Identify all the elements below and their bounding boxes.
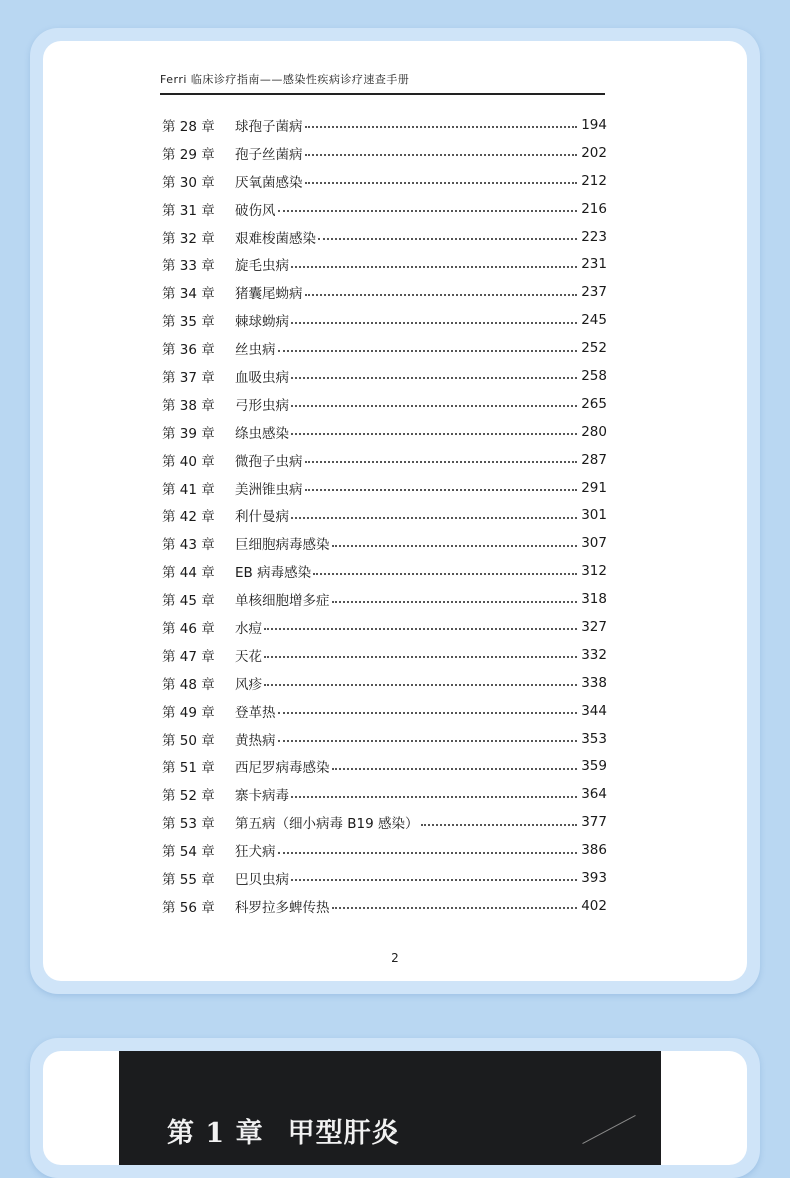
- toc-chapter-title: 美洲锥虫病: [235, 481, 303, 498]
- toc-chapter-number: 第 33 章: [162, 258, 215, 275]
- toc-dot-leader: [313, 572, 577, 575]
- toc-page-number: 318: [581, 591, 607, 608]
- toc-row: [162, 529, 607, 557]
- toc-row: [162, 306, 607, 334]
- toc-dot-leader: [291, 321, 577, 324]
- toc-chapter-title: 第五病（细小病毒 B19 感染）: [235, 816, 419, 833]
- toc-chapter-title: 黄热病: [235, 732, 276, 749]
- toc-page-number: 332: [581, 646, 607, 663]
- toc-row: [162, 808, 607, 836]
- toc-chapter-number: 第 40 章: [162, 453, 215, 470]
- toc-chapter-number: 第 37 章: [162, 369, 215, 386]
- toc-chapter-number: 第 49 章: [162, 704, 215, 721]
- toc-row: [162, 418, 607, 446]
- toc-page-number: 338: [581, 674, 607, 691]
- toc-row: [162, 557, 607, 585]
- page-number: 2: [391, 951, 399, 965]
- toc-chapter-title: 利什曼病: [235, 509, 289, 526]
- toc-page-number: 402: [581, 897, 607, 914]
- toc-page-number: 301: [581, 507, 607, 524]
- toc-chapter-number: 第 50 章: [162, 732, 215, 749]
- toc-chapter-title: 血吸虫病: [235, 369, 289, 386]
- toc-chapter-title: 旋毛虫病: [235, 258, 289, 275]
- toc-page-number: 231: [581, 256, 607, 273]
- toc-page-number: 237: [581, 284, 607, 301]
- toc-row: [162, 836, 607, 864]
- page-sheet-2: [43, 1051, 747, 1165]
- toc-row: [162, 725, 607, 753]
- toc-chapter-title: EB 病毒感染: [235, 565, 312, 582]
- toc-chapter-title: 狂犬病: [235, 844, 276, 861]
- toc-dot-leader: [291, 795, 577, 798]
- toc-row: [162, 250, 607, 278]
- toc-page-number: 280: [581, 423, 607, 440]
- toc-dot-leader: [291, 265, 577, 268]
- toc-page-number: 364: [581, 786, 607, 803]
- toc-chapter-number: 第 43 章: [162, 537, 215, 554]
- toc-chapter-number: 第 44 章: [162, 565, 215, 582]
- toc-page-number: 194: [581, 116, 607, 133]
- toc-dot-leader: [264, 683, 577, 686]
- toc-chapter-title: 巴贝虫病: [235, 871, 289, 888]
- decorative-streak: [582, 1115, 635, 1144]
- toc-chapter-title: 风疹: [235, 676, 262, 693]
- toc-chapter-number: 第 48 章: [162, 676, 215, 693]
- toc-row: [162, 864, 607, 892]
- chapter-heading: [167, 1111, 400, 1150]
- toc-page-number: 258: [581, 367, 607, 384]
- page-sheet-1: [43, 41, 747, 981]
- toc-page-number: 216: [581, 200, 607, 217]
- toc-row: [162, 697, 607, 725]
- toc-dot-leader: [332, 544, 578, 547]
- toc-page-number: 287: [581, 451, 607, 468]
- toc-chapter-title: 单核细胞增多症: [235, 593, 330, 610]
- toc-chapter-title: 棘球蚴病: [235, 314, 289, 331]
- toc-row: [162, 780, 607, 808]
- toc-page-number: 307: [581, 535, 607, 552]
- toc-page-number: 202: [581, 144, 607, 161]
- toc-chapter-title: 丝虫病: [235, 342, 276, 359]
- toc-chapter-title: 科罗拉多蜱传热: [235, 899, 330, 916]
- toc-row: [162, 390, 607, 418]
- toc-chapter-title: 孢子丝菌病: [235, 146, 303, 163]
- page-card-1: [30, 28, 760, 994]
- toc-chapter-number: 第 51 章: [162, 760, 215, 777]
- toc-row: [162, 892, 607, 920]
- toc-page-number: 291: [581, 479, 607, 496]
- toc-chapter-number: 第 29 章: [162, 146, 215, 163]
- toc-chapter-title: 微孢子虫病: [235, 453, 303, 470]
- toc-row: [162, 362, 607, 390]
- toc-dot-leader: [332, 906, 578, 909]
- chapter-title: 甲型肝炎: [287, 1118, 400, 1149]
- toc-dot-leader: [264, 655, 577, 658]
- toc-chapter-number: 第 55 章: [162, 871, 215, 888]
- toc-chapter-number: 第 52 章: [162, 788, 215, 805]
- toc-chapter-number: 第 46 章: [162, 620, 215, 637]
- toc-page-number: 252: [581, 340, 607, 357]
- toc-chapter-title: 绦虫感染: [235, 425, 289, 442]
- toc-page-number: 212: [581, 172, 607, 189]
- toc-dot-leader: [291, 878, 577, 881]
- toc-dot-leader: [291, 404, 577, 407]
- toc-chapter-number: 第 54 章: [162, 844, 215, 861]
- toc-page-number: 393: [581, 869, 607, 886]
- toc-row: [162, 139, 607, 167]
- toc-chapter-number: 第 34 章: [162, 286, 215, 303]
- toc-dot-leader: [278, 851, 578, 854]
- toc-chapter-title: 猪囊尾蚴病: [235, 286, 303, 303]
- toc-dot-leader: [305, 460, 578, 463]
- toc-dot-leader: [278, 209, 578, 212]
- table-of-contents: [162, 111, 607, 920]
- toc-dot-leader: [278, 711, 578, 714]
- toc-dot-leader: [318, 237, 577, 240]
- toc-page-number: 359: [581, 758, 607, 775]
- toc-row: [162, 223, 607, 251]
- toc-chapter-title: 寨卡病毒: [235, 788, 289, 805]
- toc-row: [162, 278, 607, 306]
- toc-dot-leader: [332, 600, 578, 603]
- toc-page-number: 265: [581, 395, 607, 412]
- toc-dot-leader: [332, 767, 578, 770]
- toc-row: [162, 111, 607, 139]
- toc-chapter-number: 第 31 章: [162, 202, 215, 219]
- toc-page-number: 312: [581, 563, 607, 580]
- toc-page-number: 377: [581, 814, 607, 831]
- toc-chapter-title: 艰难梭菌感染: [235, 230, 316, 247]
- toc-row: [162, 501, 607, 529]
- toc-chapter-number: 第 39 章: [162, 425, 215, 442]
- toc-row: [162, 195, 607, 223]
- toc-page-number: 245: [581, 312, 607, 329]
- toc-chapter-number: 第 56 章: [162, 899, 215, 916]
- toc-chapter-title: 西尼罗病毒感染: [235, 760, 330, 777]
- chapter-number: 第 1 章: [167, 1118, 264, 1149]
- book-running-header: Ferri 临床诊疗指南——感染性疾病诊疗速查手册: [160, 73, 410, 86]
- toc-dot-leader: [291, 516, 577, 519]
- toc-dot-leader: [291, 432, 577, 435]
- toc-chapter-title: 登革热: [235, 704, 276, 721]
- toc-chapter-number: 第 30 章: [162, 174, 215, 191]
- toc-page-number: 327: [581, 618, 607, 635]
- toc-dot-leader: [291, 376, 577, 379]
- header-rule: [160, 93, 605, 95]
- toc-page-number: 353: [581, 730, 607, 747]
- toc-chapter-number: 第 28 章: [162, 118, 215, 135]
- toc-chapter-number: 第 45 章: [162, 593, 215, 610]
- toc-row: [162, 752, 607, 780]
- toc-chapter-number: 第 35 章: [162, 314, 215, 331]
- page-card-2: [30, 1038, 760, 1178]
- toc-chapter-number: 第 41 章: [162, 481, 215, 498]
- toc-row: [162, 167, 607, 195]
- toc-chapter-title: 厌氧菌感染: [235, 174, 303, 191]
- toc-chapter-title: 水痘: [235, 620, 262, 637]
- toc-dot-leader: [305, 293, 578, 296]
- toc-row: [162, 641, 607, 669]
- toc-chapter-title: 破伤风: [235, 202, 276, 219]
- toc-page-number: 386: [581, 842, 607, 859]
- toc-row: [162, 446, 607, 474]
- toc-chapter-title: 巨细胞病毒感染: [235, 537, 330, 554]
- toc-row: [162, 585, 607, 613]
- toc-chapter-title: 球孢子菌病: [235, 118, 303, 135]
- toc-row: [162, 669, 607, 697]
- toc-chapter-number: 第 32 章: [162, 230, 215, 247]
- toc-row: [162, 474, 607, 502]
- toc-chapter-number: 第 42 章: [162, 509, 215, 526]
- toc-dot-leader: [305, 181, 578, 184]
- toc-chapter-number: 第 36 章: [162, 342, 215, 359]
- toc-dot-leader: [278, 349, 578, 352]
- toc-dot-leader: [305, 125, 578, 128]
- toc-dot-leader: [305, 153, 578, 156]
- toc-dot-leader: [278, 739, 578, 742]
- toc-row: [162, 613, 607, 641]
- toc-page-number: 344: [581, 702, 607, 719]
- toc-chapter-number: 第 47 章: [162, 648, 215, 665]
- chapter-opener: [119, 1051, 661, 1165]
- toc-page-number: 223: [581, 228, 607, 245]
- toc-chapter-number: 第 38 章: [162, 397, 215, 414]
- toc-chapter-title: 弓形虫病: [235, 397, 289, 414]
- toc-chapter-title: 天花: [235, 648, 262, 665]
- toc-chapter-number: 第 53 章: [162, 816, 215, 833]
- toc-dot-leader: [264, 627, 577, 630]
- toc-dot-leader: [305, 488, 578, 491]
- toc-dot-leader: [421, 823, 577, 826]
- toc-row: [162, 334, 607, 362]
